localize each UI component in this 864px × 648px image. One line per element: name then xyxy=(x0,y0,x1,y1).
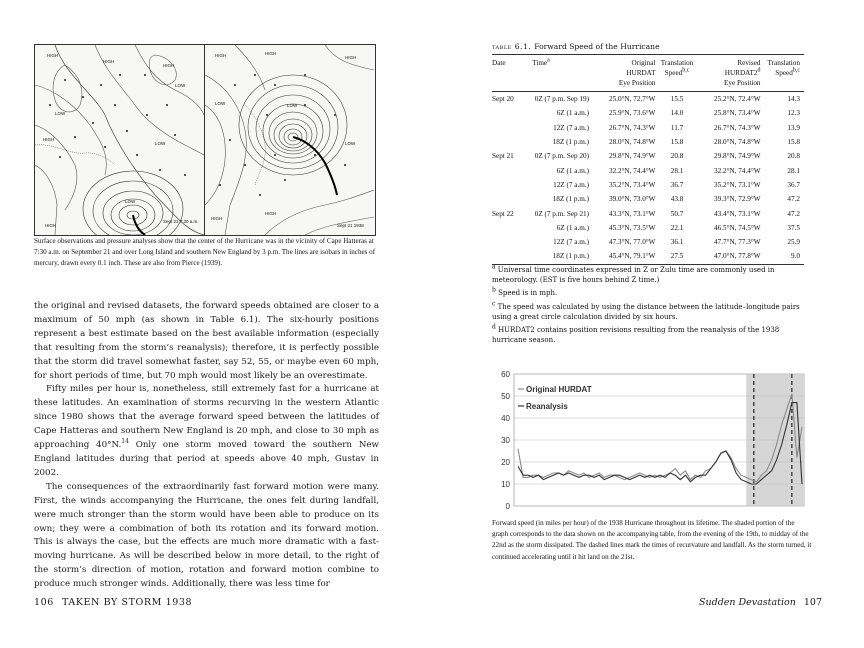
legend-label-original: Original HURDAT xyxy=(526,385,592,394)
header-revised-speed: Translation Speed$^{b,c}$ xyxy=(761,55,804,92)
map-label-high: HIGH xyxy=(265,211,277,216)
table-cell-time: 12Z (7 a.m.) xyxy=(553,123,590,132)
table-cell-rspeed: 25.9 xyxy=(787,238,800,247)
chart-y-tick-labels xyxy=(501,370,510,511)
forward-speed-chart xyxy=(492,368,814,516)
table-cell-speed: 50.7 xyxy=(670,209,684,218)
footnote-mark: a xyxy=(492,263,496,271)
map-label-high: HIGH xyxy=(265,51,277,56)
table-row xyxy=(492,92,804,107)
footnote xyxy=(492,302,810,322)
map-label-low: LOW xyxy=(345,141,356,146)
paragraph-text: Only one storm moved toward the southern New England latitudes during that period at speeds above 40 mph, Gustav in 2002. xyxy=(34,440,379,478)
table-cell-rspeed: 12.3 xyxy=(787,109,800,118)
table-cell-date xyxy=(492,235,528,249)
table-cell-rev: 46.5°N, 74.5°W xyxy=(714,223,761,232)
chart-y-tick-label: 0 xyxy=(505,502,510,511)
header-original: Original HURDAT Eye Position xyxy=(594,55,655,92)
table-row xyxy=(492,106,804,120)
table-cell-speed: 14.0 xyxy=(670,109,684,118)
header-revised: Revised HURDAT2$^d$ Eye Position xyxy=(699,55,761,92)
table-cell-time: 6Z (1 a.m.) xyxy=(556,166,590,175)
table-cell-speed: 20.8 xyxy=(670,152,684,161)
table-cell-rev: 35.2°N, 73.1°W xyxy=(714,180,761,189)
weather-map-morning xyxy=(35,45,205,235)
table-cell-rspeed: 47.2 xyxy=(787,195,800,204)
chart-caption: Forward speed (in miles per hour) of the 1938 Hurricane throughout its lifetime. The shaded portion of the graph corresponds to the data shown on the accompanying table, from the evening of the 19th, to midday of the 22nd as the storm dissipated. The dashed lines mark the times of recurvature and landfall. As the storm turned, it continued accelerating until it hit land on the 21st. xyxy=(492,519,812,561)
map-label-low: LOW xyxy=(125,199,136,204)
chart-y-tick-label: 40 xyxy=(501,414,510,423)
map-label-low: LOW xyxy=(287,103,298,108)
map-label-high: HIGH xyxy=(47,53,59,58)
footnote xyxy=(492,265,810,285)
table-cell-rspeed: 36.7 xyxy=(787,180,800,189)
legend-label-reanalysis: Reanalysis xyxy=(526,402,568,411)
body-text xyxy=(34,300,379,592)
map-label-high: HIGH xyxy=(163,63,175,68)
table-cell-orig: 47.3°N, 77.0°W xyxy=(608,238,656,247)
table-cell-date xyxy=(492,178,528,192)
map-label-high: HIGH xyxy=(43,137,55,142)
map-stamp-morning: Sept 21 7:30 a.m. xyxy=(163,219,199,224)
paragraph: The consequences of the extraordinarily fast forward motion were many. First, the winds accompanying the Hurricane, the ones felt during landfall, were much stronger than the storm would have been able to produce on its own; they were a combination of both its rotation and its forward motion. This is always the case, but the effects are much more dramatic with a fast-moving hurricane. As will be described below in more detail, to the right of the storm’s direction of motion, rotation and forward motion combine to produce much stronger winds. Additionally, there was less time for xyxy=(34,481,379,590)
table-row xyxy=(492,221,804,235)
table-cell-rev: 47.7°N, 77.3°W xyxy=(714,238,761,247)
table-cell-time: 6Z (1 a.m.) xyxy=(556,109,590,118)
header-translation-speed: Translation Speed$^{b,c}$ xyxy=(655,55,698,92)
table-footnotes xyxy=(492,265,810,348)
table-cell-time: 0Z (7 p.m. Sep 19) xyxy=(534,95,590,104)
table-cell-orig: 28.0°N, 74.8°W xyxy=(608,138,656,147)
page-number: 106 xyxy=(34,597,54,608)
forward-speed-table xyxy=(492,54,804,265)
table-cell-rev: 25.8°N, 73.4°W xyxy=(714,109,761,118)
table-cell-speed: 15.8 xyxy=(670,138,684,147)
table-cell-speed: 22.1 xyxy=(670,223,684,232)
paragraph-text: Fifty miles per hour is, nonetheless, still extremely fast for a hurricane at these latitudes. An examination of storms recurving in the western Atlantic since 1980 shows that the average forward speed between the latitudes of Cape Hatteras and southern New England is 20 mph, and close to 30 mph as approaching 40°N. xyxy=(34,384,379,451)
map-label-low: LOW xyxy=(55,111,66,116)
weather-map-figure xyxy=(34,44,376,236)
table-cell-orig: 26.7°N, 74.3°W xyxy=(608,123,656,132)
table-row xyxy=(492,192,804,206)
table-cell-rev: 39.3°N, 72.9°W xyxy=(714,195,761,204)
table-cell-speed: 27.5 xyxy=(655,249,698,264)
table-cell-time: 18Z (1 p.m.) xyxy=(552,195,590,204)
footnote-mark: d xyxy=(492,323,496,331)
table-cell-orig: 45.4°N, 79.1°W xyxy=(594,249,655,264)
table-row xyxy=(492,121,804,135)
table-cell-speed: 36.7 xyxy=(670,180,684,189)
isobar-map-morning xyxy=(35,45,204,235)
table-cell-date: Sept 21 xyxy=(492,152,514,161)
table-row xyxy=(492,149,804,163)
table-row xyxy=(492,206,804,220)
table-cell-time: 18Z (1 p.m.) xyxy=(552,138,590,147)
table-cell-rev: 25.2°N, 72.4°W xyxy=(714,95,761,104)
table-cell-speed: 28.1 xyxy=(670,166,684,175)
table-cell-speed: 36.1 xyxy=(670,238,684,247)
running-head: TAKEN BY STORM 1938 xyxy=(61,597,193,608)
footnote-text: Universal time coordinates expressed in Z or Zulu time are commonly used in meteorology. (EST is five hours behind Z time.) xyxy=(492,266,775,285)
table-cell-speed: 15.5 xyxy=(670,95,684,104)
map-label-low: LOW xyxy=(155,141,166,146)
table-body xyxy=(492,92,804,265)
footnote xyxy=(492,325,810,345)
header-time: Time$^a$ xyxy=(528,55,594,92)
left-footer xyxy=(34,597,192,608)
chart-y-tick-label: 60 xyxy=(501,370,510,379)
table-cell-rev: 28.0°N, 74.8°W xyxy=(714,138,761,147)
table-row xyxy=(492,163,804,177)
paragraph xyxy=(34,383,379,480)
footnote xyxy=(492,288,810,298)
chart-y-tick-label: 30 xyxy=(501,436,510,445)
table-cell-rspeed: 9.0 xyxy=(761,249,804,264)
table-cell-rspeed: 28.1 xyxy=(787,166,800,175)
table-cell-rspeed: 20.8 xyxy=(787,152,800,161)
chart-y-tick-label: 10 xyxy=(501,480,510,489)
endnote-marker: 14 xyxy=(121,438,129,446)
table-cell-rspeed: 13.9 xyxy=(787,123,800,132)
table-cell-rev: 43.4°N, 73.1°W xyxy=(714,209,761,218)
weather-map-afternoon xyxy=(205,45,374,235)
running-head: Sudden Devastation xyxy=(698,597,796,608)
table-cell-orig: 35.2°N, 73.4°W xyxy=(608,180,656,189)
map-caption: Surface observations and pressure analyses show that the center of the Hurricane was in the vicinity of Cape Hatteras at 7:30 a.m. on September 21 and over Long Island and southern New England by 3 p.m. The lines are isobars in inches of mercury, drawn every 0.1 inch. These are also from Pierce (1939). xyxy=(34,237,376,268)
table-title xyxy=(492,42,660,51)
table-cell-speed: 11.7 xyxy=(670,123,684,132)
table-cell-rspeed: 47.2 xyxy=(787,209,800,218)
table-cell-rspeed: 14.3 xyxy=(787,95,800,104)
table-cell-time: 12Z (7 a.m.) xyxy=(553,180,590,189)
table-cell-rev: 29.8°N, 74.9°W xyxy=(714,152,761,161)
map-label-high: HIGH xyxy=(211,216,223,221)
map-label-low: LOW xyxy=(175,83,186,88)
table-row xyxy=(492,135,804,149)
table-cell-orig: 43.3°N, 73.1°W xyxy=(608,209,656,218)
table-label: table 6.1. xyxy=(492,42,532,51)
chart-y-tick-label: 20 xyxy=(501,458,510,467)
map-label-high: HIGH xyxy=(45,223,57,228)
footnote-text: HURDAT2 contains position revisions resulting from the reanalysis of the 1938 hurricane season. xyxy=(492,326,780,345)
table-header-row xyxy=(492,55,804,92)
table-row xyxy=(492,235,804,249)
footnote-text: Speed is in mph. xyxy=(495,289,558,298)
table-cell-time: 12Z (7 a.m.) xyxy=(553,238,590,247)
map-label-low: LOW xyxy=(215,101,226,106)
table-cell-date xyxy=(492,249,528,264)
table-row xyxy=(492,249,804,264)
table-cell-speed: 43.8 xyxy=(670,195,684,204)
header-date: Date xyxy=(492,55,528,92)
table-cell-orig: 29.8°N, 74.9°W xyxy=(608,152,656,161)
chart-y-tick-label: 50 xyxy=(501,392,510,401)
chart-legend xyxy=(518,385,592,411)
table-row xyxy=(492,178,804,192)
table-cell-date xyxy=(492,106,528,120)
table-cell-time: 0Z (7 p.m. Sep 20) xyxy=(534,152,590,161)
map-label-high: HIGH xyxy=(103,59,115,64)
table-cell-rspeed: 15.8 xyxy=(787,138,800,147)
table-cell-time: 6Z (1 a.m.) xyxy=(556,223,590,232)
table-cell-time: 18Z (1 p.m.) xyxy=(528,249,594,264)
map-stamp-afternoon: Sept 21 1938 xyxy=(337,223,364,228)
table-cell-rev: 47.0°N, 77.8°W xyxy=(699,249,761,264)
table-cell-rev: 26.7°N, 74.3°W xyxy=(714,123,761,132)
table-cell-date: Sept 20 xyxy=(492,95,514,104)
table-cell-date xyxy=(492,163,528,177)
footnote-mark: b xyxy=(492,287,496,295)
map-label-high: HIGH xyxy=(215,53,227,58)
table-cell-time: 0Z (7 p.m. Sep 21) xyxy=(534,209,590,218)
table-cell-rev: 32.2°N, 74.4°W xyxy=(714,166,761,175)
table-cell-date xyxy=(492,121,528,135)
footnote-text: The speed was calculated by using the distance between the latitude–longitude pairs using a great circle calculation divided by six hours. xyxy=(492,302,800,321)
table-cell-orig: 39.0°N, 73.0°W xyxy=(608,195,656,204)
table-title-text: Forward Speed of the Hurricane xyxy=(534,42,660,51)
table-cell-orig: 45.3°N, 73.5°W xyxy=(608,223,656,232)
table-cell-rspeed: 37.5 xyxy=(787,223,800,232)
footnote-mark: c xyxy=(492,300,496,308)
table-cell-orig: 25.9°N, 73.6°W xyxy=(608,109,656,118)
paragraph: the original and revised datasets, the forward speeds obtained are closer to a maximum of 50 mph (as shown in Table 6.1). The six-hourly positions represent a best estimate based on the best available information (especially that resulting from the storm’s reanalysis); therefore, it is perfectly possible that the storm did travel somewhat faster, say 52, 55, or maybe even 60 mph, for short periods of time, but 70 mph would most likely be an overestimate. xyxy=(34,301,379,381)
map-label-high: HIGH xyxy=(345,55,357,60)
page-number: 107 xyxy=(803,597,822,608)
right-footer xyxy=(699,597,822,608)
table-cell-orig: 32.2°N, 74.4°W xyxy=(608,166,656,175)
table-cell-orig: 25.0°N, 72.7°W xyxy=(608,95,656,104)
isobar-map-afternoon xyxy=(205,45,374,235)
table-cell-date xyxy=(492,135,528,149)
table-cell-date xyxy=(492,192,528,206)
table-cell-date: Sept 22 xyxy=(492,209,514,218)
table-cell-date xyxy=(492,221,528,235)
